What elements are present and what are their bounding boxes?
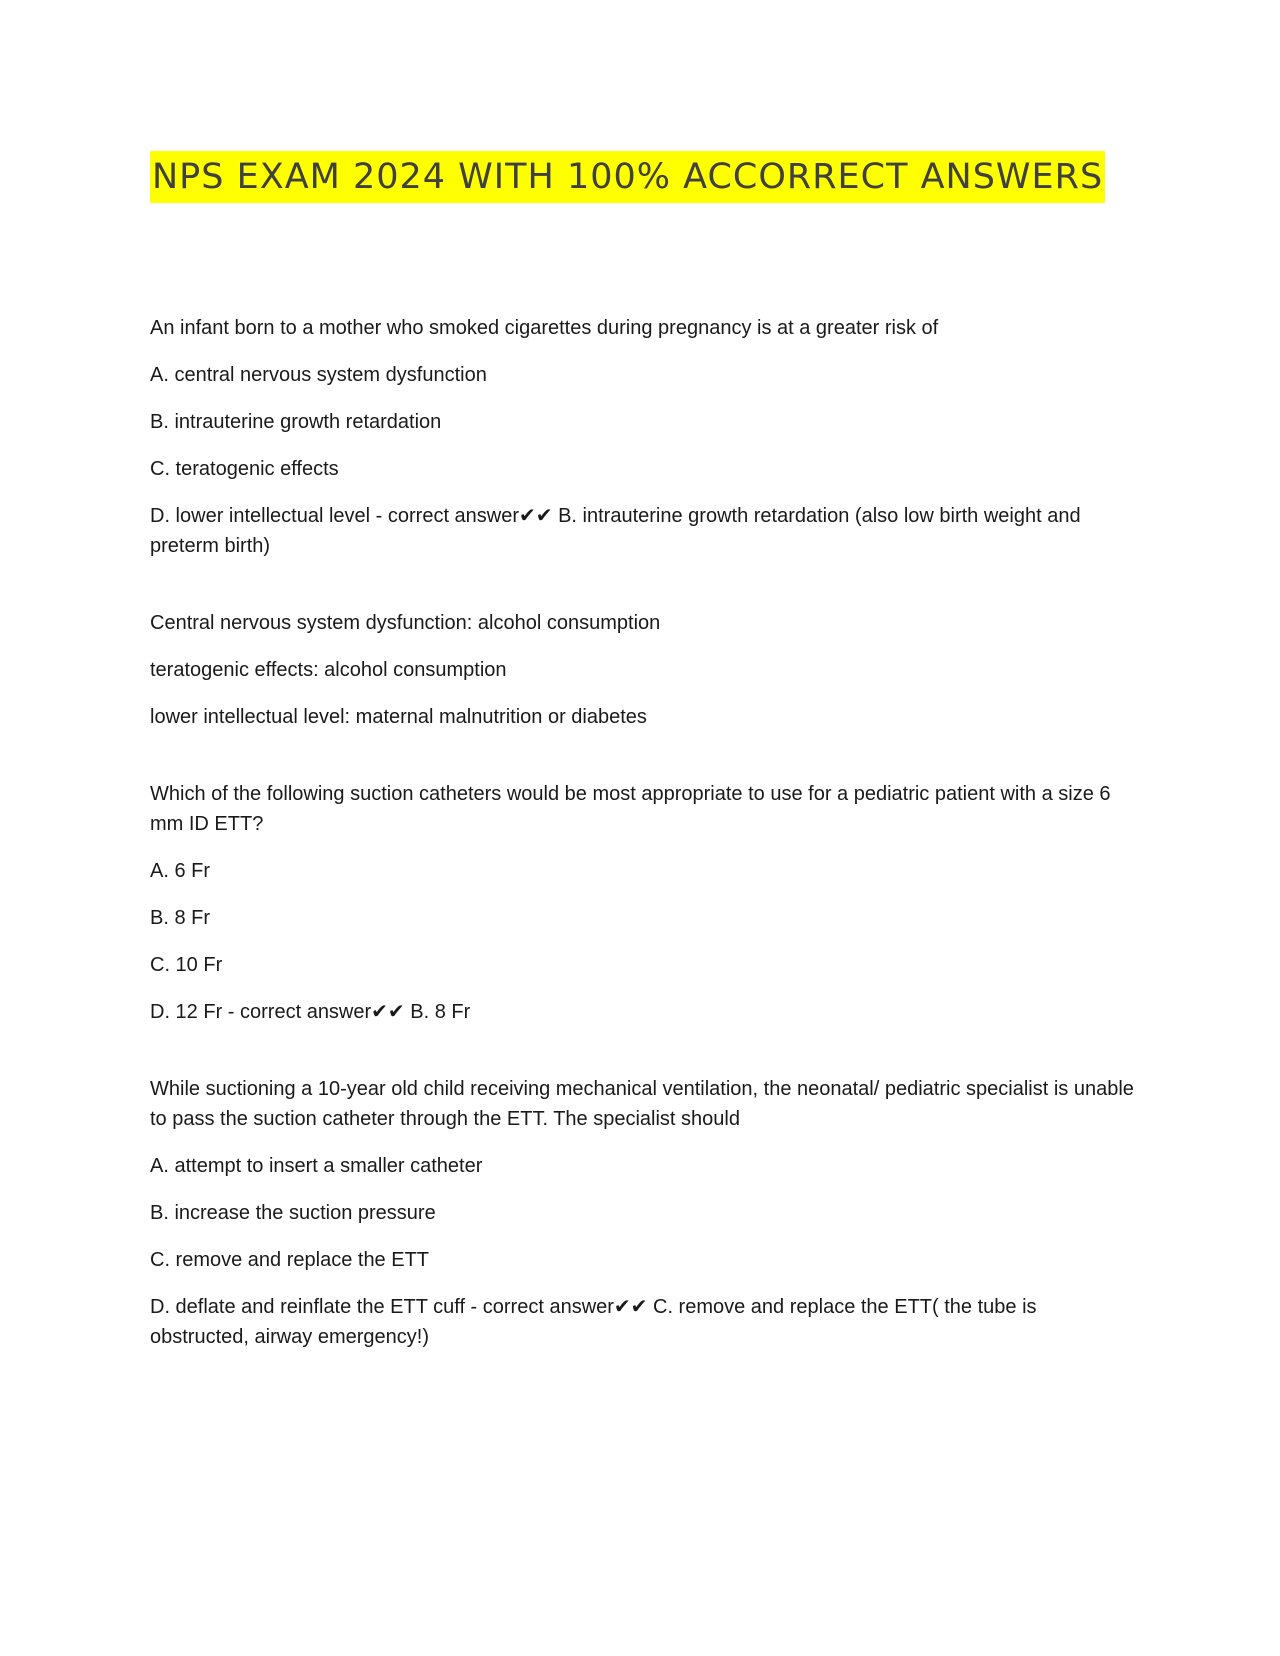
question-3-option-b: B. increase the suction pressure: [150, 1202, 436, 1224]
question-1-option-d-answer: D. lower intellectual level - correct answer✔✔ B. intrauterine growth retardation (also low birth weight and preterm birth): [150, 505, 1081, 557]
question-1-note-1: Central nervous system dysfunction: alcohol consumption: [150, 612, 661, 634]
question-1-option-c: C. teratogenic effects: [150, 458, 339, 480]
question-1-option-b: B. intrauterine growth retardation: [150, 411, 442, 433]
question-1-note-2: teratogenic effects: alcohol consumption: [150, 659, 507, 681]
title-block: [150, 151, 1105, 203]
question-1-option-a: A. central nervous system dysfunction: [150, 364, 487, 386]
question-3-option-a: A. attempt to insert a smaller catheter: [150, 1155, 483, 1177]
question-1-stem: An infant born to a mother who smoked cigarettes during pregnancy is at a greater risk of: [150, 317, 939, 339]
question-2-option-d-answer: D. 12 Fr - correct answer✔✔ B. 8 Fr: [150, 1001, 471, 1023]
document-body: [150, 313, 1135, 1369]
question-2-stem: Which of the following suction catheters would be most appropriate to use for a pediatric patient with a size 6 mm ID ETT?: [150, 783, 1111, 835]
question-3-stem: While suctioning a 10-year old child receiving mechanical ventilation, the neonatal/ pediatric specialist is unable to pass the suction catheter through the ETT. The specialist should: [150, 1078, 1134, 1130]
question-3-option-c: C. remove and replace the ETT: [150, 1249, 430, 1271]
question-1-note-3: lower intellectual level: maternal malnutrition or diabetes: [150, 706, 647, 728]
question-2-option-b: B. 8 Fr: [150, 907, 211, 929]
question-3-option-d-answer: D. deflate and reinflate the ETT cuff - correct answer✔✔ C. remove and replace the ETT( the tube is obstructed, airway emergency!): [150, 1296, 1037, 1348]
document-title: NPS EXAM 2024 WITH 100% ACCORRECT ANSWERS: [150, 151, 1105, 203]
question-2-option-c: C. 10 Fr: [150, 954, 223, 976]
question-2-option-a: A. 6 Fr: [150, 860, 211, 882]
